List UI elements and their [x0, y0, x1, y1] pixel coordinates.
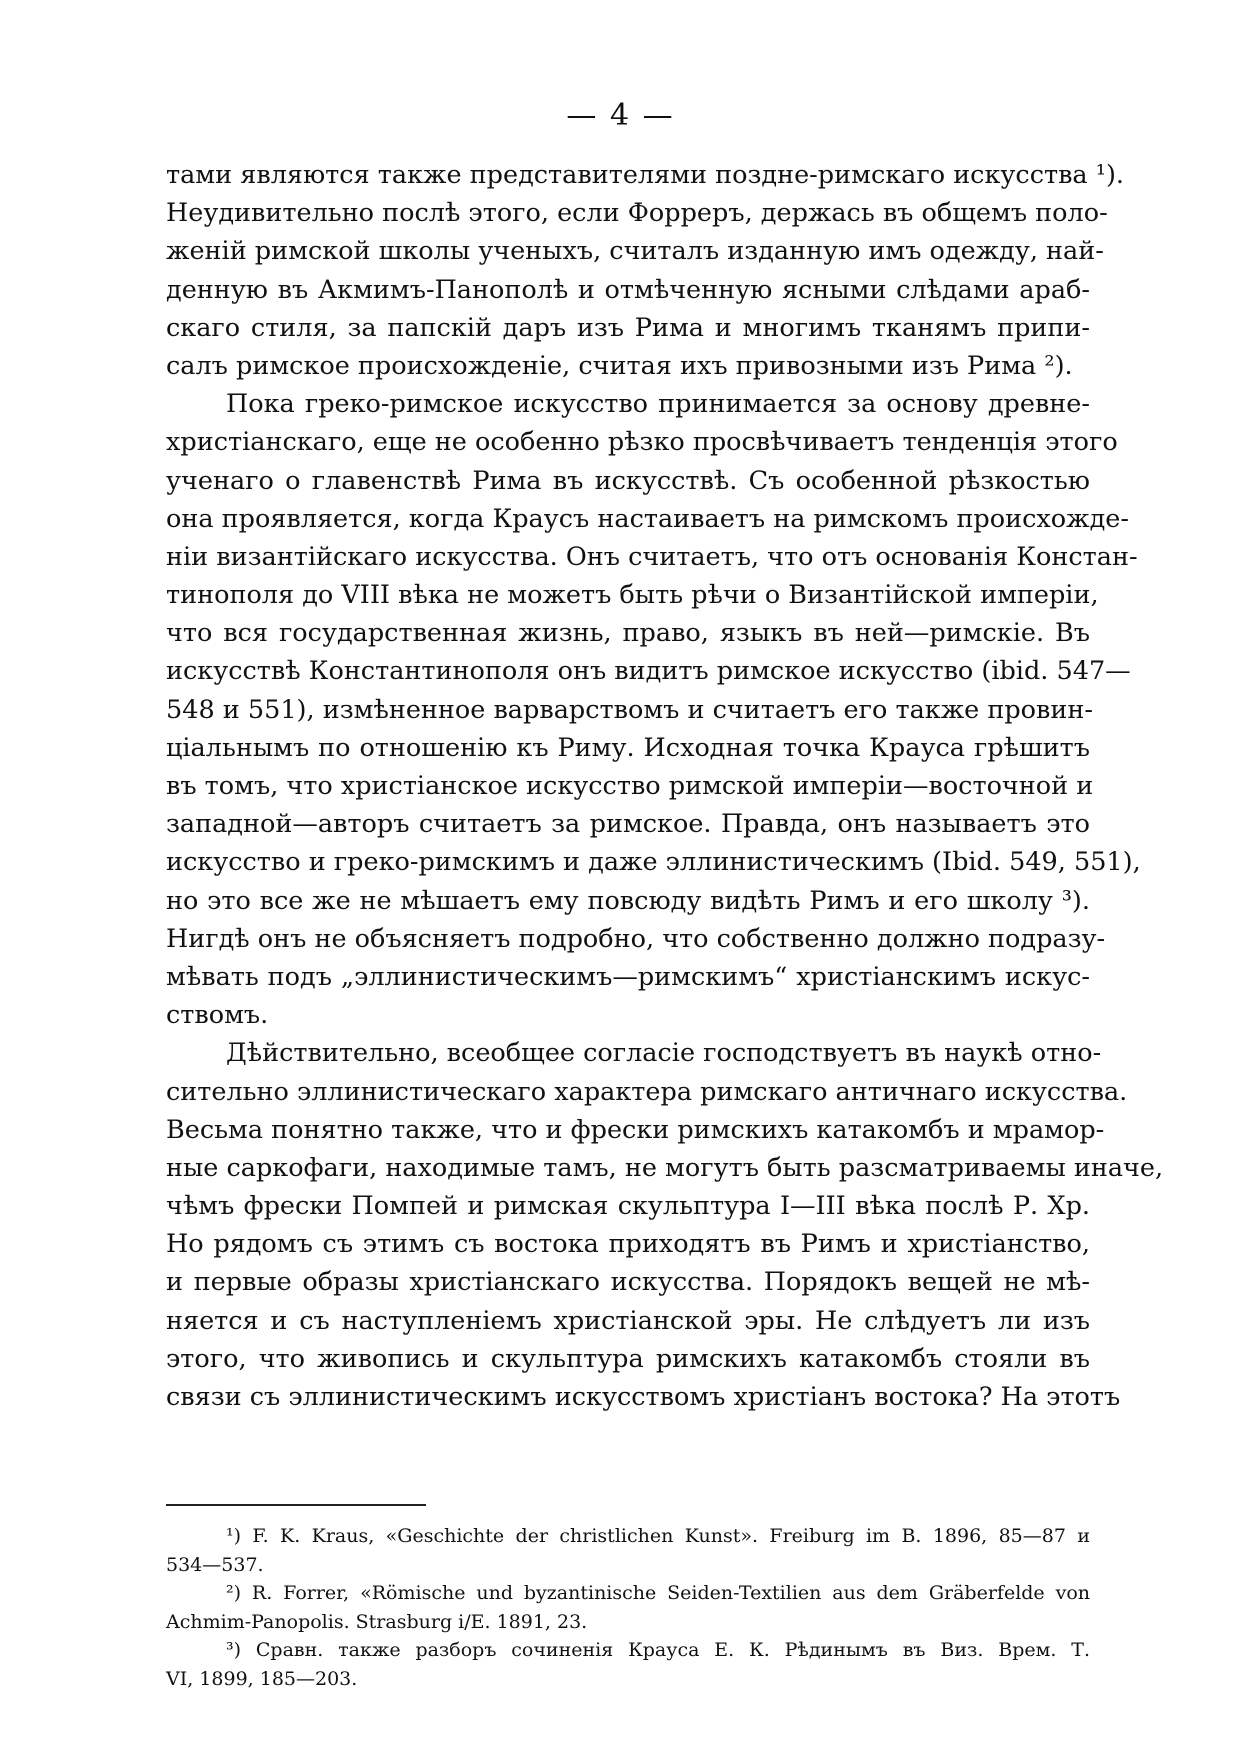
text-line: Весьма понятно также, что и фрески римскихъ катакомбъ и мрамор-: [166, 1114, 1105, 1145]
footnote: [166, 1636, 1090, 1693]
text-line: чѣмъ фрески Помпей и римская скульптура I—III вѣка послѣ Р. Хр.: [166, 1191, 1090, 1222]
footnote-line: ¹) F. K. Kraus, «Geschichte der christlichen Kunst». Freiburg im B. 1896, 85—87 и: [226, 1525, 1090, 1547]
text-line: денную въ Акмимъ-Панополѣ и отмѣченную ясными слѣдами араб-: [166, 274, 1090, 305]
footnote-line: ²) R. Forrer, «Römische und byzantinische Seiden-Textilien aus dem Gräberfelde von: [226, 1582, 1090, 1604]
text-line: тами являются также представителями поздне-римскаго искусства ¹).: [166, 160, 1125, 190]
text-line: Пока греко-римское искусство принимается за основу древне-: [226, 389, 1090, 420]
text-line: западной—авторъ считаетъ за римское. Правда, онъ называетъ это: [166, 809, 1090, 840]
text-line: мѣвать подъ „эллинистическимъ—римскимъ“ христіанскимъ искус-: [166, 961, 1090, 992]
footnote-line: 534—537.: [166, 1553, 264, 1576]
text-line: Но рядомъ съ этимъ съ востока приходятъ въ Римъ и христіанство,: [166, 1229, 1090, 1260]
text-line: Неудивительно послѣ этого, если Форреръ, держась въ общемъ поло-: [166, 198, 1108, 229]
text-line: искусство и греко-римскимъ и даже эллинистическимъ (Ibid. 549, 551),: [166, 847, 1141, 878]
paragraph: [166, 1034, 1164, 1416]
text-line: ные саркофаги, находимые тамъ, не могутъ быть разсматриваемы иначе,: [166, 1152, 1164, 1183]
text-line: и первые образы христіанскаго искусства. Порядокъ вещей не мѣ-: [166, 1267, 1090, 1298]
body-text: [166, 156, 1164, 1416]
text-line: Нигдѣ онъ не объясняетъ подробно, что собственно должно подразу-: [166, 923, 1106, 954]
footnote-line: Achmim-Panopolis. Strasburg i/E. 1891, 23.: [166, 1610, 588, 1633]
text-line: ніи византійскаго искусства. Онъ считаетъ, что отъ основанія Констан-: [166, 541, 1138, 572]
text-line: ціальнымъ по отношенію къ Риму. Исходная точка Крауса грѣшитъ: [166, 732, 1090, 763]
footnote: [166, 1579, 1090, 1636]
text-line: но это все же не мѣшаетъ ему повсюду видѣть Римъ и его школу ³).: [166, 885, 1090, 916]
text-line: скаго стиля, за папскій даръ изъ Рима и многимъ тканямъ припи-: [166, 312, 1090, 343]
footnote-line: ³) Сравн. также разборъ сочиненія Крауса Е. К. Рѣдинымъ въ Виз. Врем. Т.: [226, 1639, 1090, 1661]
footnote: [166, 1522, 1090, 1579]
paragraph: [166, 385, 1141, 1034]
footnote-line: VI, 1899, 185—203.: [166, 1667, 358, 1690]
text-line: Дѣйствительно, всеобщее согласіе господствуетъ въ наукѣ отно-: [226, 1038, 1102, 1069]
page-number: — 4 —: [566, 98, 675, 133]
text-line: что вся государственная жизнь, право, языкъ въ ней—римскіе. Въ: [166, 618, 1090, 649]
text-line: связи съ эллинистическимъ искусствомъ христіанъ востока? На этотъ: [166, 1382, 1121, 1412]
footnote-divider: [166, 1504, 426, 1506]
text-line: ученаго о главенствѣ Рима въ искусствѣ. Съ особенной рѣзкостью: [166, 465, 1090, 496]
text-line: въ томъ, что христіанское искусство римской имперіи—восточной и: [166, 771, 1094, 801]
text-line: ствомъ.: [166, 1000, 269, 1031]
text-line: сительно эллинистическаго характера римскаго античнаго искусства.: [166, 1076, 1128, 1107]
text-line: 548 и 551), измѣненное варварствомъ и считаетъ его также провин-: [166, 694, 1094, 725]
text-line: этого, что живопись и скульптура римскихъ катакомбъ стояли въ: [166, 1343, 1090, 1374]
text-line: тинополя до VIII вѣка не можетъ быть рѣчи о Византійской имперіи,: [166, 580, 1099, 611]
text-line: христіанскаго, еще не особенно рѣзко просвѣчиваетъ тенденція этого: [166, 427, 1118, 458]
text-line: искусствѣ Константинополя онъ видитъ римское искусство (ibid. 547—: [166, 656, 1131, 687]
footnotes: [166, 1522, 1090, 1693]
text-line: салъ римское происхожденіе, считая ихъ привозными изъ Рима ²).: [166, 350, 1073, 381]
text-line: она проявляется, когда Краусъ настаиваетъ на римскомъ происхожде-: [166, 503, 1129, 534]
paragraph: [166, 156, 1125, 385]
text-line: няется и съ наступленіемъ христіанской эры. Не слѣдуетъ ли изъ: [166, 1305, 1090, 1336]
text-line: женій римской школы ученыхъ, считалъ изданную имъ одежду, най-: [166, 236, 1104, 267]
